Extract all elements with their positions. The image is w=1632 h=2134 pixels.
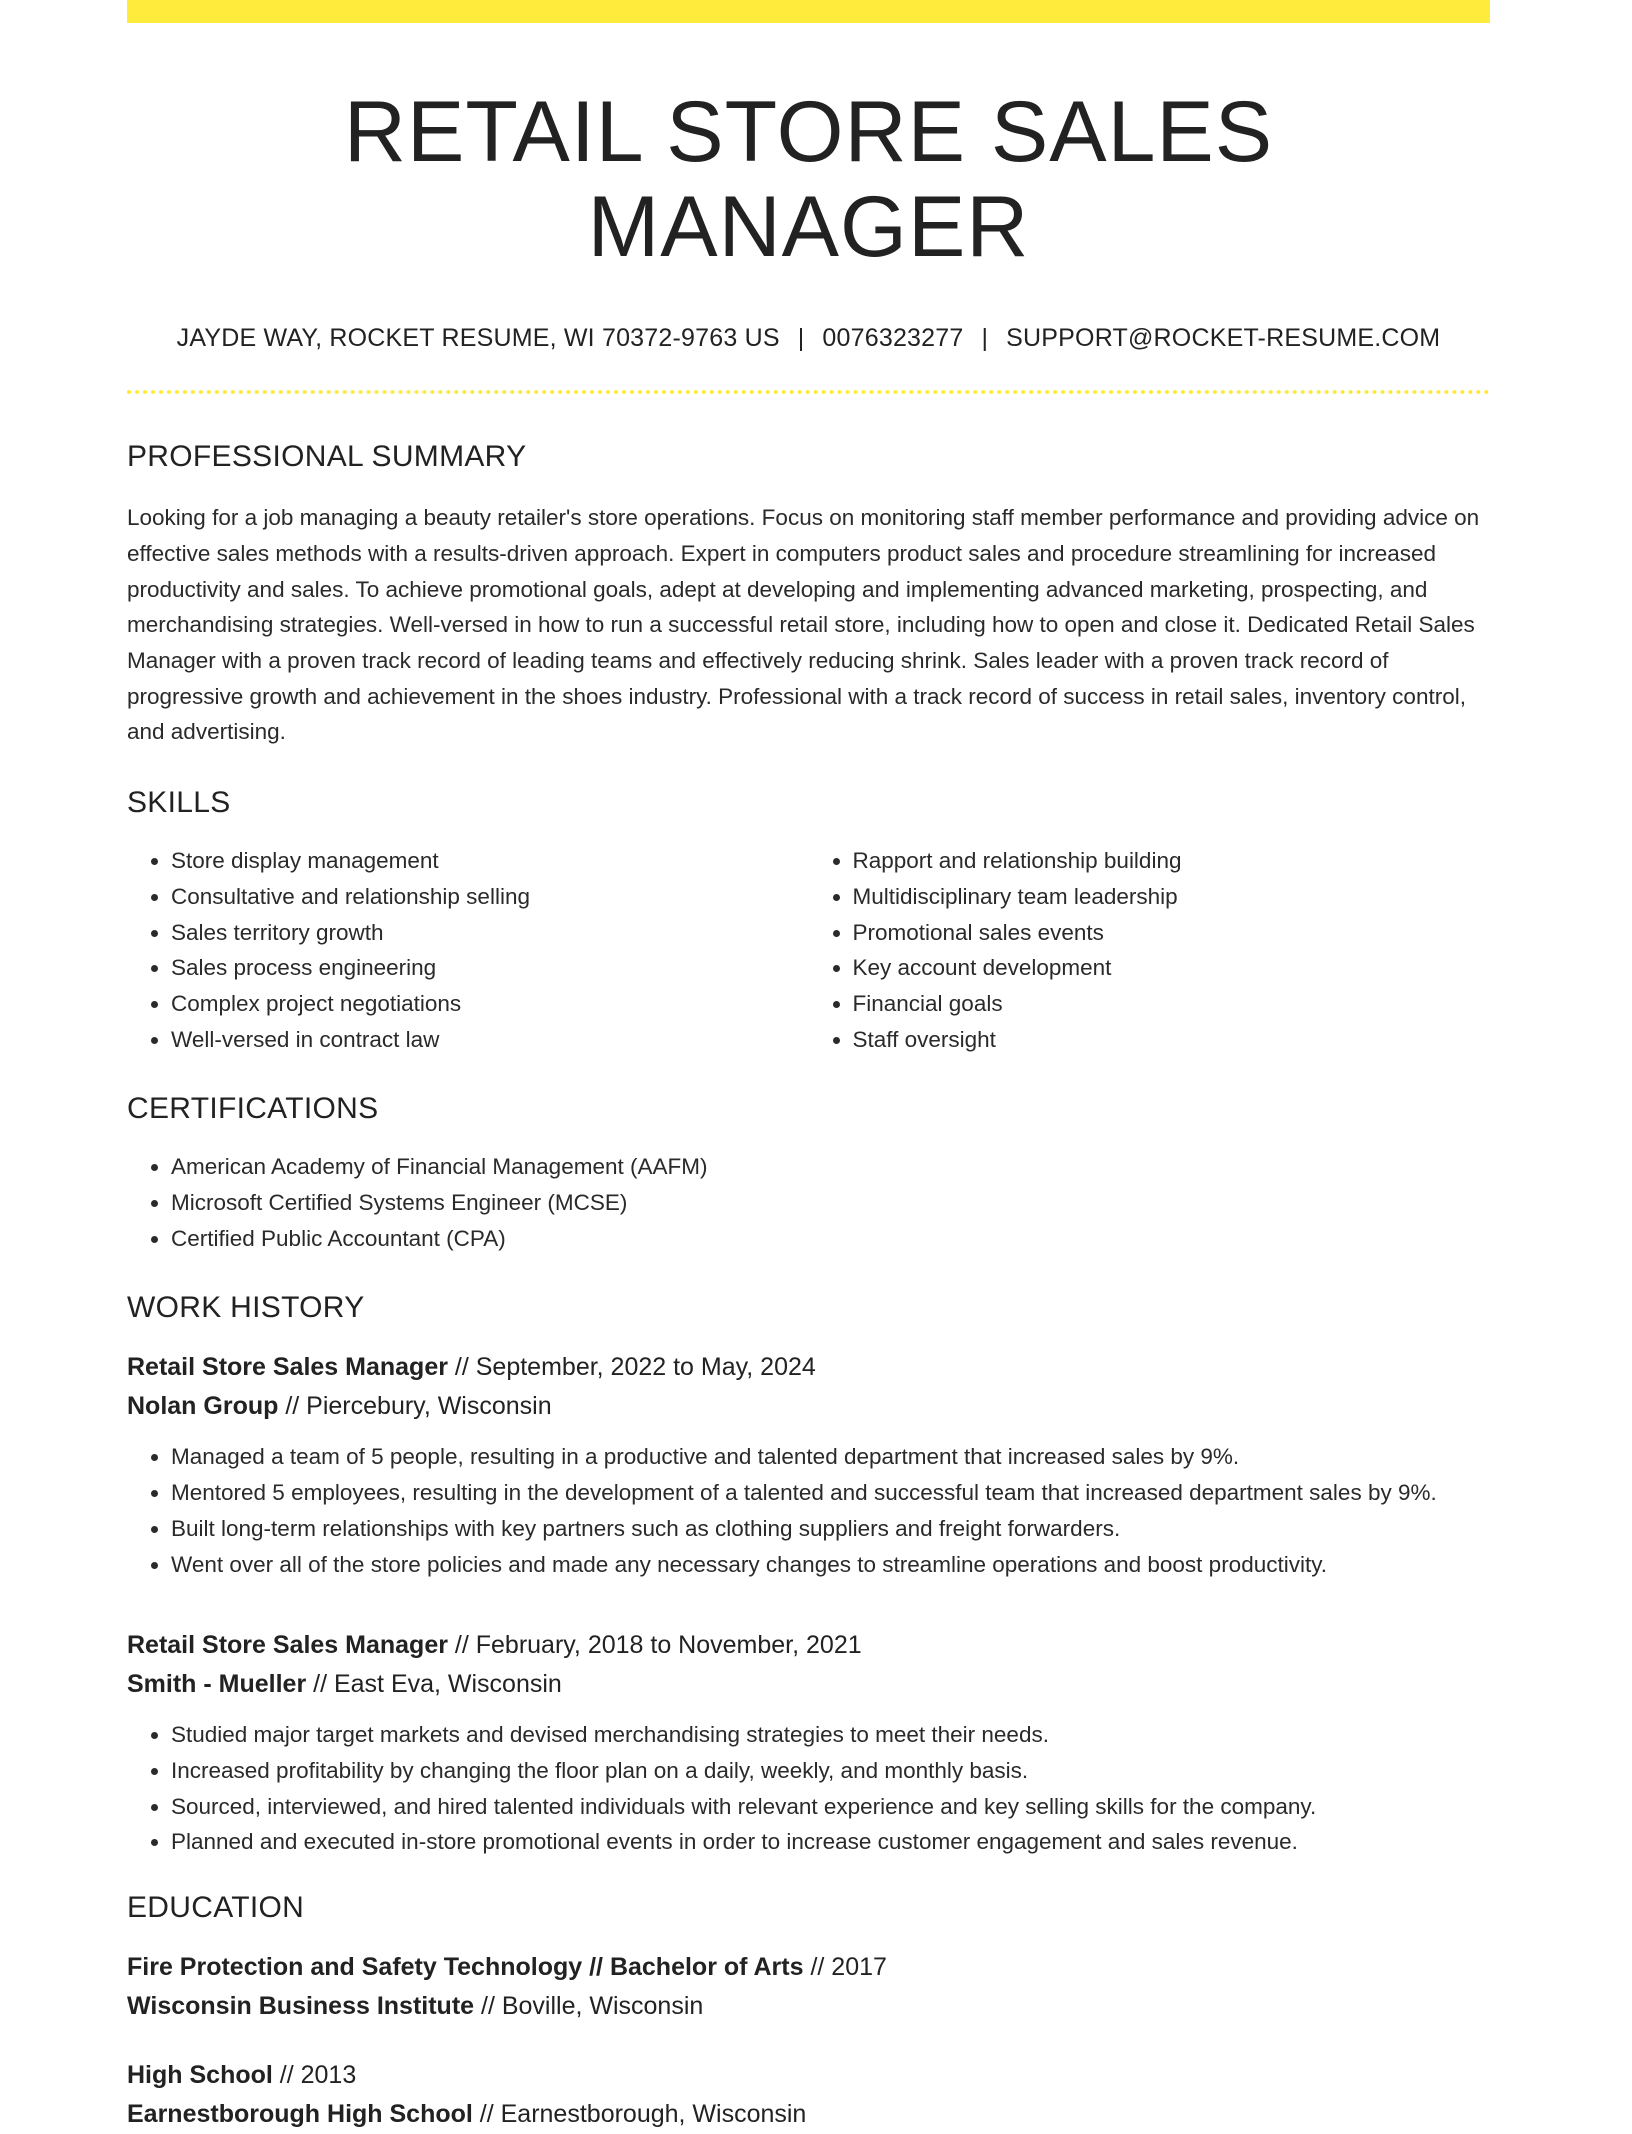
job-role: Retail Store Sales Manager (127, 1353, 448, 1382)
resume-page (127, 0, 1490, 2134)
education-entry (127, 2056, 1490, 2134)
education-school-line (127, 1987, 1490, 2026)
education-degree: High School (127, 2061, 273, 2090)
job-role: Retail Store Sales Manager (127, 1631, 448, 1660)
job-dates: // February, 2018 to November, 2021 (447, 1631, 862, 1660)
job-location: // Piercebury, Wisconsin (278, 1392, 552, 1421)
job-bullet: • Went over all of the store policies and made any necessary changes to streamline operations and boost productivity. (171, 1547, 1490, 1583)
job-bullet: • Sourced, interviewed, and hired talented individuals with relevant experience and key selling skills for the company. (171, 1789, 1490, 1825)
job-company-line (127, 1387, 1490, 1426)
skill-item: • Key account development (853, 950, 1491, 986)
certifications-list (127, 1149, 1490, 1256)
skill-item: • Rapport and relationship building (853, 843, 1491, 879)
job-dates: // September, 2022 to May, 2024 (447, 1353, 816, 1382)
education-degree: Fire Protection and Safety Technology // Bachelor of Arts (127, 1953, 804, 1982)
skill-item: • Sales process engineering (171, 950, 809, 986)
dotted-divider (127, 390, 1490, 394)
education-degree-line (127, 2056, 1490, 2095)
certification-item: • American Academy of Financial Management (AAFM) (171, 1149, 1490, 1185)
education-location: // Boville, Wisconsin (474, 1992, 704, 2021)
skill-item: • Well-versed in contract law (171, 1022, 809, 1058)
skill-item: • Consultative and relationship selling (171, 879, 809, 915)
skill-item: • Store display management (171, 843, 809, 879)
top-accent-bar (127, 0, 1490, 23)
education-year: // 2017 (803, 1953, 887, 1982)
skill-item: • Financial goals (853, 986, 1491, 1022)
job-company-line (127, 1665, 1490, 1704)
work-history-heading: WORK HISTORY (127, 1291, 365, 1325)
certification-item: • Microsoft Certified Systems Engineer (MCSE) (171, 1185, 1490, 1221)
education-year: // 2013 (272, 2061, 357, 2090)
skill-item: • Staff oversight (853, 1022, 1491, 1058)
education-school: Earnestborough High School (127, 2100, 473, 2129)
certifications-heading: CERTIFICATIONS (127, 1092, 379, 1126)
contact-email[interactable]: SUPPORT@ROCKET-RESUME.COM (1006, 324, 1441, 353)
education-school-line (127, 2095, 1490, 2134)
certification-item: • Certified Public Accountant (CPA) (171, 1221, 1490, 1257)
job-bullet: • Built long-term relationships with key partners such as clothing suppliers and freight forwarders. (171, 1511, 1490, 1547)
education-school: Wisconsin Business Institute (127, 1992, 475, 2021)
contact-phone: 0076323277 (822, 324, 964, 353)
skills-grid (127, 843, 1490, 1057)
skill-item: • Complex project negotiations (171, 986, 809, 1022)
skill-item: • Promotional sales events (853, 915, 1491, 951)
job-location: // East Eva, Wisconsin (306, 1670, 562, 1699)
contact-separator: | (797, 324, 805, 353)
contact-separator: | (981, 324, 989, 353)
job-title-line (127, 1626, 1490, 1665)
education-degree-line (127, 1948, 1490, 1987)
job-title-line (127, 1348, 1490, 1387)
education-location: // Earnestborough, Wisconsin (472, 2100, 807, 2129)
summary-text: Looking for a job managing a beauty retailer's store operations. Focus on monitoring staff member performance and providing advice on effective sales methods with a results-driven approach. Expert in computers product sales and procedure streamlining for increased productivity and sales. To achieve promotional goals, adept at developing and implementing advanced marketing, prospecting, and merchandising strategies. Well-versed in how to run a successful retail store, including how to open and close it. Dedicated Retail Sales Manager with a proven track record of leading teams and effectively reducing shrink. Sales leader with a proven track record of progressive growth and achievement in the shoes industry. Professional with a track record of success in retail sales, inventory control, and advertising. (127, 505, 1480, 745)
job-bullet: • Increased profitability by changing the floor plan on a daily, weekly, and monthly basis. (171, 1753, 1490, 1789)
contact-line (127, 324, 1490, 353)
summary-heading: PROFESSIONAL SUMMARY (127, 440, 527, 474)
skills-heading: SKILLS (127, 786, 231, 820)
resume-title: RETAIL STORE SALES MANAGER (343, 84, 1274, 275)
job-bullet: • Planned and executed in-store promotional events in order to increase customer engagement and sales revenue. (171, 1824, 1490, 1860)
education-heading: EDUCATION (127, 1891, 305, 1925)
skills-list-left (127, 843, 809, 1057)
contact-address: JAYDE WAY, ROCKET RESUME, WI 70372-9763 US (176, 324, 780, 353)
job-company: Smith - Mueller (127, 1670, 307, 1699)
job-bullet: • Mentored 5 employees, resulting in the development of a talented and successful team that increased department sales by 9%. (171, 1475, 1490, 1511)
skills-list-right (809, 843, 1491, 1057)
job-entry (127, 1348, 1490, 1582)
skill-item: • Multidisciplinary team leadership (853, 879, 1491, 915)
job-company: Nolan Group (127, 1392, 279, 1421)
job-bullet: • Studied major target markets and devised merchandising strategies to meet their needs. (171, 1717, 1490, 1753)
education-entry (127, 1948, 1490, 2026)
job-entry (127, 1626, 1490, 1860)
job-bullet: • Managed a team of 5 people, resulting in a productive and talented department that increased sales by 9%. (171, 1439, 1490, 1475)
job-bullets (127, 1717, 1490, 1860)
skill-item: • Sales territory growth (171, 915, 809, 951)
job-bullets (127, 1439, 1490, 1582)
